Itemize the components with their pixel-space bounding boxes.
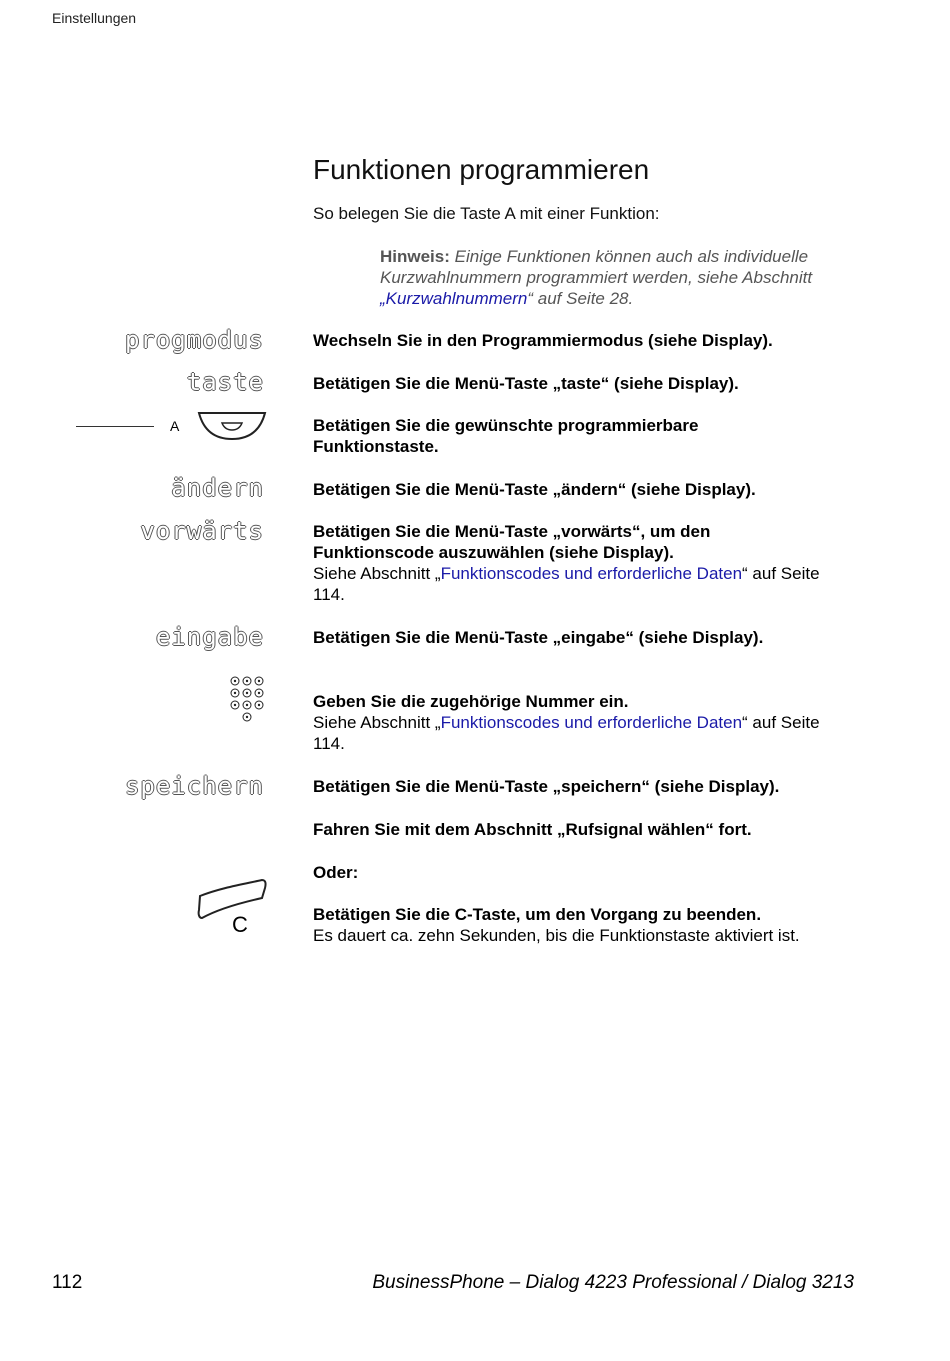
step-7-reference-post: “ auf Seite 114. — [313, 713, 820, 753]
step-10-detail: Es dauert ca. zehn Sekunden, bis die Funktionstaste aktiviert ist. — [313, 926, 800, 945]
step-7-reference — [313, 712, 823, 754]
step-7-reference-link[interactable]: Funktionscodes und erforderliche Daten — [440, 713, 743, 732]
page-number: 112 — [52, 1272, 83, 1293]
display-label-speichern: speichern — [124, 772, 264, 800]
step-4 — [313, 479, 873, 500]
running-header: Einstellungen — [52, 10, 137, 26]
step-3-instruction: Betätigen Sie die gewünschte programmierbare Funktionstaste. — [313, 416, 699, 456]
step-1-instruction: Wechseln Sie in den Programmiermodus (siehe Display). — [313, 331, 773, 350]
note-box — [380, 246, 880, 309]
display-label-progmodus: progmodus — [124, 326, 264, 354]
step-or-label: Oder: — [313, 863, 359, 882]
step-6-instruction: Betätigen Sie die Menü-Taste „eingabe“ (siehe Display). — [313, 628, 764, 647]
step-8-instruction: Betätigen Sie die Menü-Taste „speichern“ (siehe Display). — [313, 777, 780, 796]
step-5-instruction: Betätigen Sie die Menü-Taste „vorwärts“, um den Funktionscode auszuwählen (siehe Display). — [313, 522, 711, 562]
step-10-instruction: Betätigen Sie die C-Taste, um den Vorgang zu beenden. — [313, 905, 762, 924]
step-4-instruction: Betätigen Sie die Menü-Taste „ändern“ (siehe Display). — [313, 480, 756, 499]
step-5-reference — [313, 563, 823, 605]
step-10 — [313, 904, 873, 946]
step-2 — [313, 373, 873, 394]
page-title: Funktionen programmieren — [313, 154, 650, 185]
intro-text: So belegen Sie die Taste A mit einer Funktion: — [313, 204, 660, 223]
c-key-label: C — [232, 912, 248, 937]
step-5-reference-post: “ auf Seite 114. — [313, 564, 820, 604]
step-7 — [313, 691, 823, 754]
note-link[interactable]: „Kurzwahlnummern — [380, 289, 528, 308]
display-label-aendern: ändern — [171, 474, 264, 502]
display-label-taste: taste — [186, 368, 264, 396]
step-7-reference-pre: Siehe Abschnitt „ — [313, 713, 441, 732]
display-label-eingabe: eingabe — [155, 623, 264, 651]
key-a-leader-line — [76, 426, 154, 427]
step-5 — [313, 521, 823, 605]
key-a-label: A — [170, 418, 180, 434]
step-3 — [313, 415, 763, 457]
note-text-1: Einige Funktionen können auch als individuelle Kurzwahlnummern programmiert werden, siehe Abschnitt — [380, 247, 813, 287]
step-or — [313, 862, 873, 883]
step-8 — [313, 776, 873, 797]
step-5-reference-link[interactable]: Funktionscodes und erforderliche Daten — [440, 564, 743, 583]
note-label: Hinweis: — [380, 247, 450, 266]
document-title: BusinessPhone – Dialog 4223 Professional / Dialog 3213 — [372, 1272, 854, 1293]
display-label-vorwaerts: vorwärts — [140, 517, 264, 545]
step-6 — [313, 627, 873, 648]
step-9 — [313, 819, 873, 840]
step-1 — [313, 330, 873, 351]
step-7-instruction: Geben Sie die zugehörige Nummer ein. — [313, 692, 629, 711]
step-9-instruction: Fahren Sie mit dem Abschnitt „Rufsignal wählen“ fort. — [313, 820, 752, 839]
function-key-icon — [196, 410, 268, 442]
keypad-icon — [229, 674, 269, 726]
step-2-instruction: Betätigen Sie die Menü-Taste „taste“ (siehe Display). — [313, 374, 739, 393]
note-text-2: “ auf Seite 28. — [527, 289, 634, 308]
step-5-reference-pre: Siehe Abschnitt „ — [313, 564, 441, 583]
